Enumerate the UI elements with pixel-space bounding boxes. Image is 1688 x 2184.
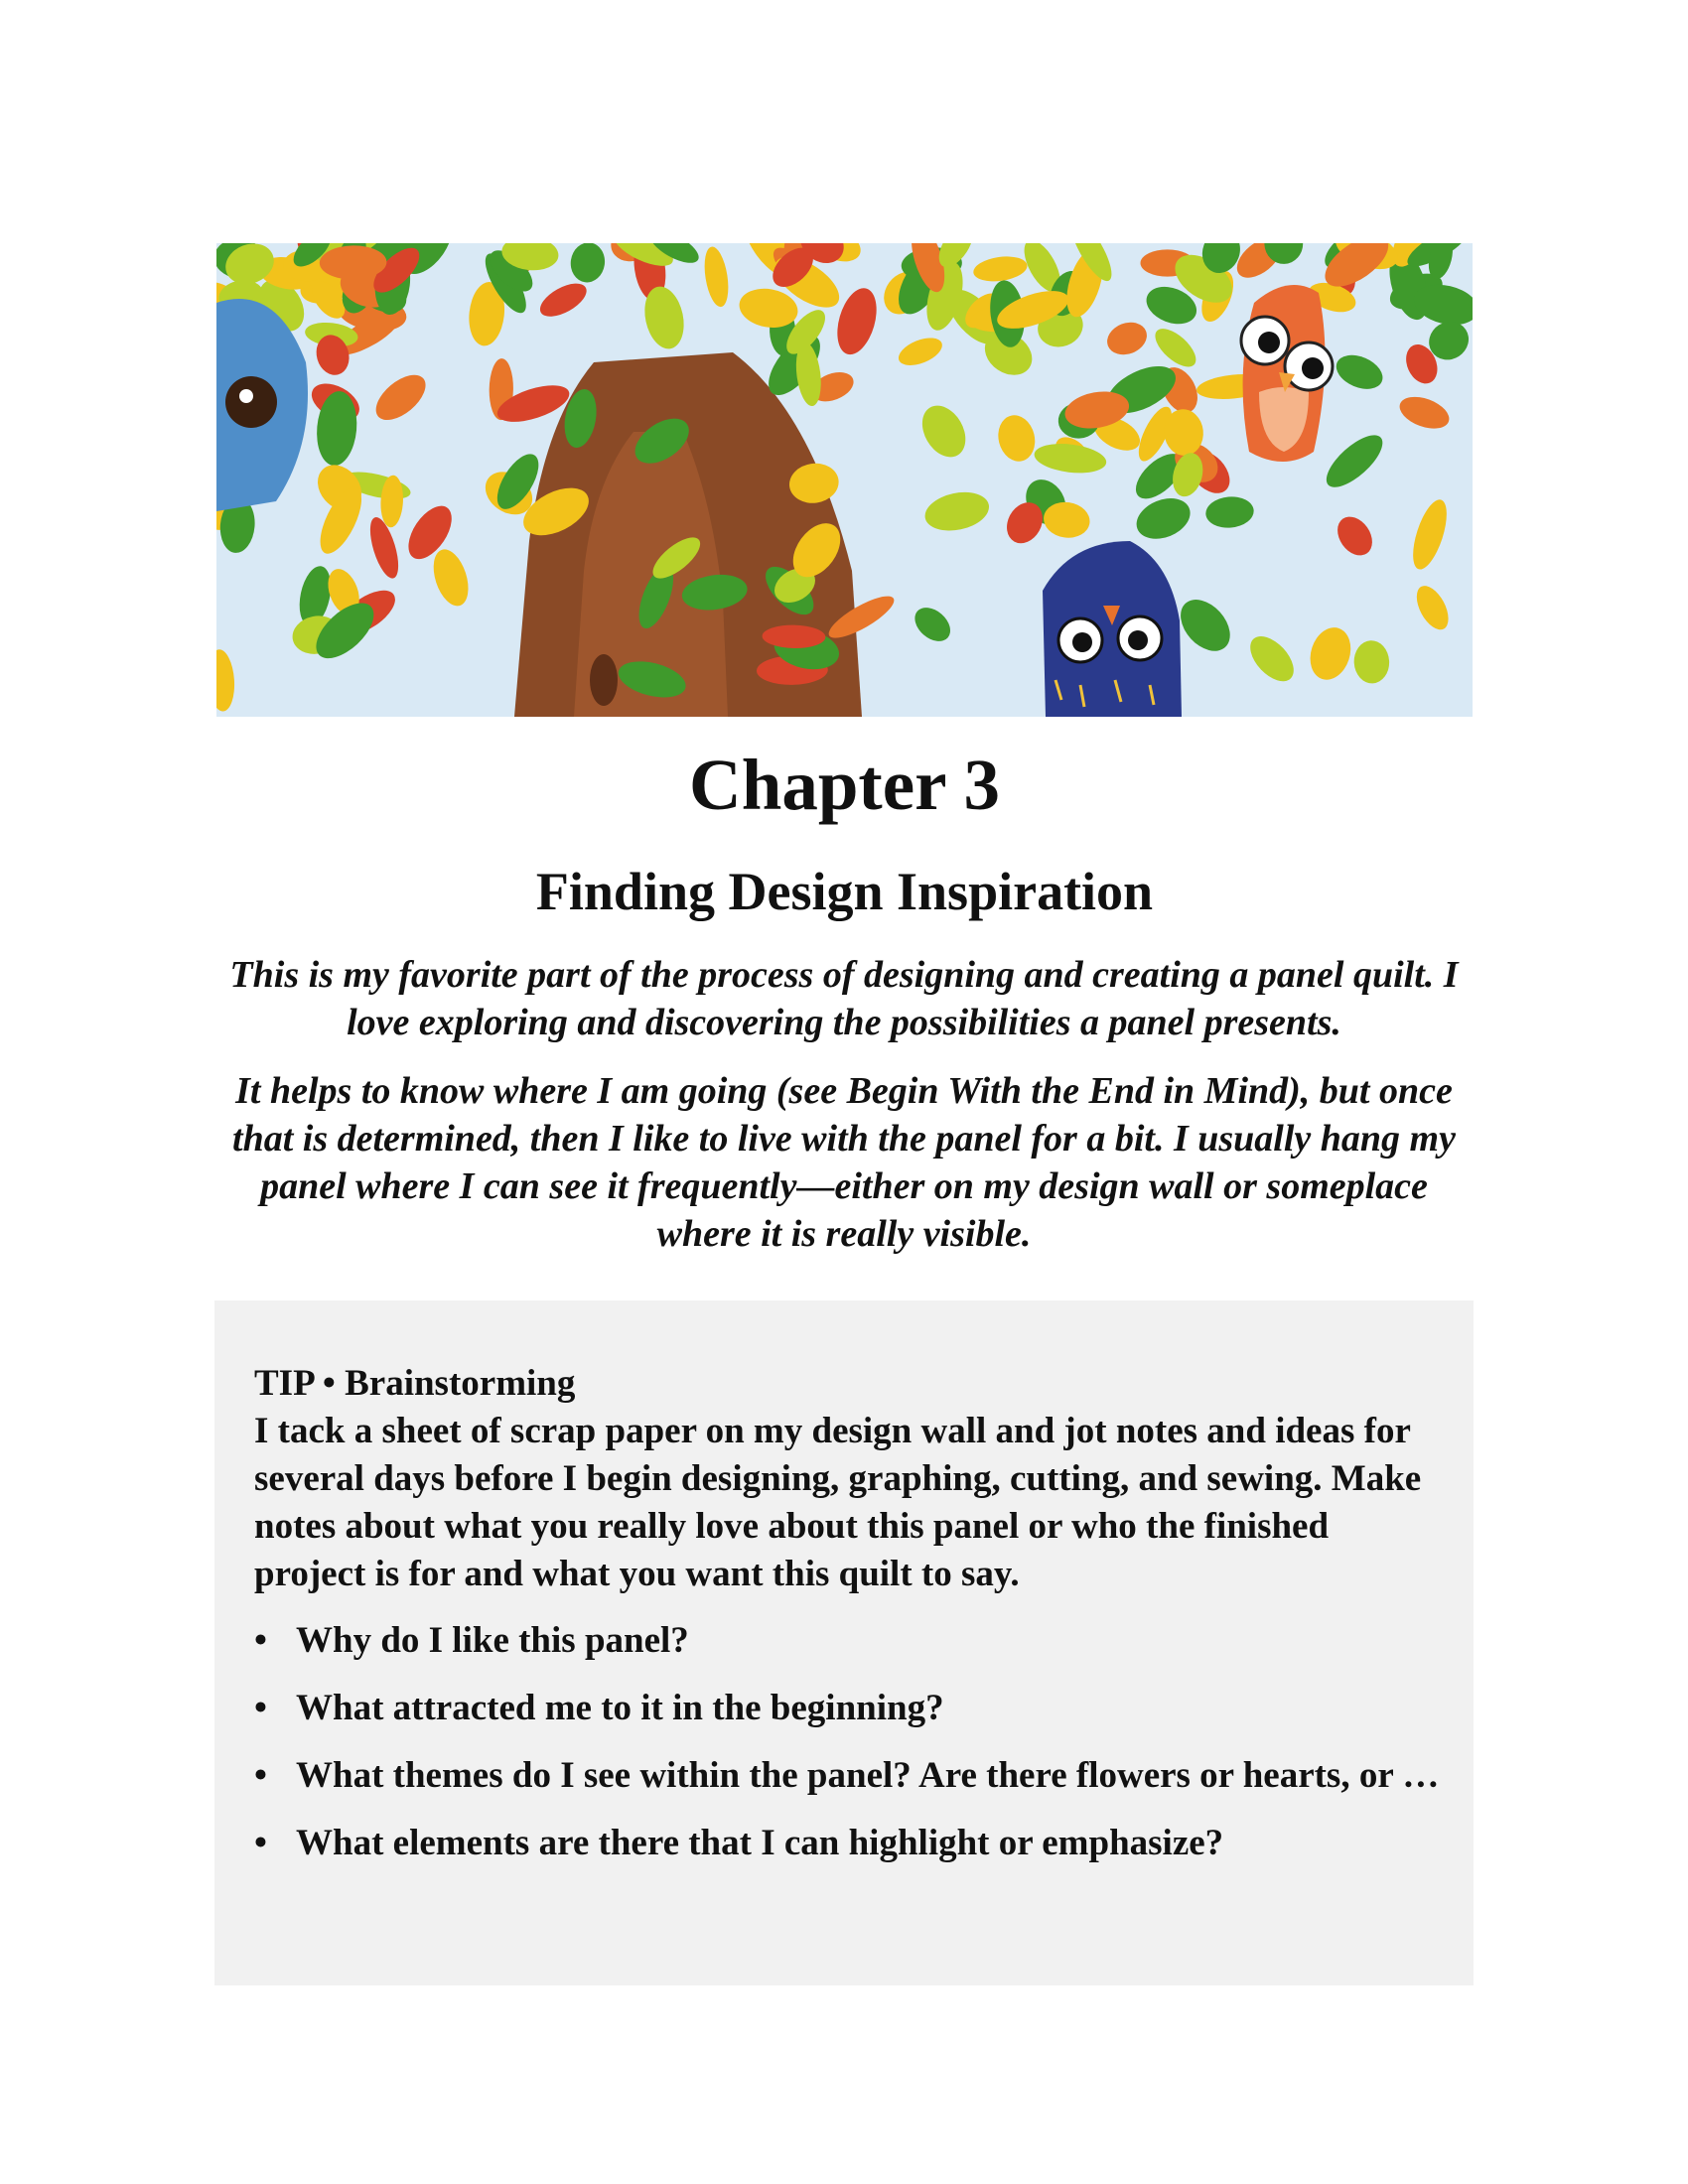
list-item-text: What elements are there that I can highlight or emphasize? [296, 1823, 1224, 1863]
bullet-icon: • [254, 1755, 267, 1796]
tip-box [214, 1300, 1474, 1985]
intro-paragraph-2: It helps to know where I am going (see Begin With the End in Mind), but once that is determined, then I like to live with the panel for a bit. I usually hang my panel where I can see it frequently—either on my design wall or someplace where it is really visible. [232, 1070, 1456, 1255]
intro-paragraph-1: This is my favorite part of the process of designing and creating a panel quilt. I love exploring and discovering the possibilities a panel presents. [229, 954, 1459, 1043]
chapter-subtitle: Finding Design Inspiration [535, 862, 1154, 921]
list-item-text: Why do I like this panel? [296, 1620, 689, 1661]
tip-content [254, 1360, 1446, 1887]
tip-body: I tack a sheet of scrap paper on my design wall and jot notes and ideas for several days before I begin designing, graphing, cutting, and sewing. Make notes about what you really love about this panel or who the finished project is for and what you want this quilt to say. [254, 1411, 1422, 1594]
tip-heading: TIP • Brainstorming [254, 1363, 576, 1404]
tree-owls-illustration [216, 243, 1473, 717]
bullet-icon: • [254, 1823, 267, 1863]
list-item-text: What attracted me to it in the beginning? [296, 1688, 944, 1728]
chapter-title: Chapter 3 [689, 745, 1000, 825]
list-item-text: What themes do I see within the panel? Are there flowers or hearts, or … [296, 1755, 1440, 1796]
list-item [254, 1752, 1446, 1800]
list-item [254, 1820, 1446, 1867]
list-item [254, 1685, 1446, 1732]
list-item [254, 1617, 1446, 1665]
tip-bullet-list [254, 1617, 1446, 1867]
bullet-icon: • [254, 1688, 267, 1728]
hero-illustration [216, 243, 1473, 717]
bullet-icon: • [254, 1620, 267, 1661]
